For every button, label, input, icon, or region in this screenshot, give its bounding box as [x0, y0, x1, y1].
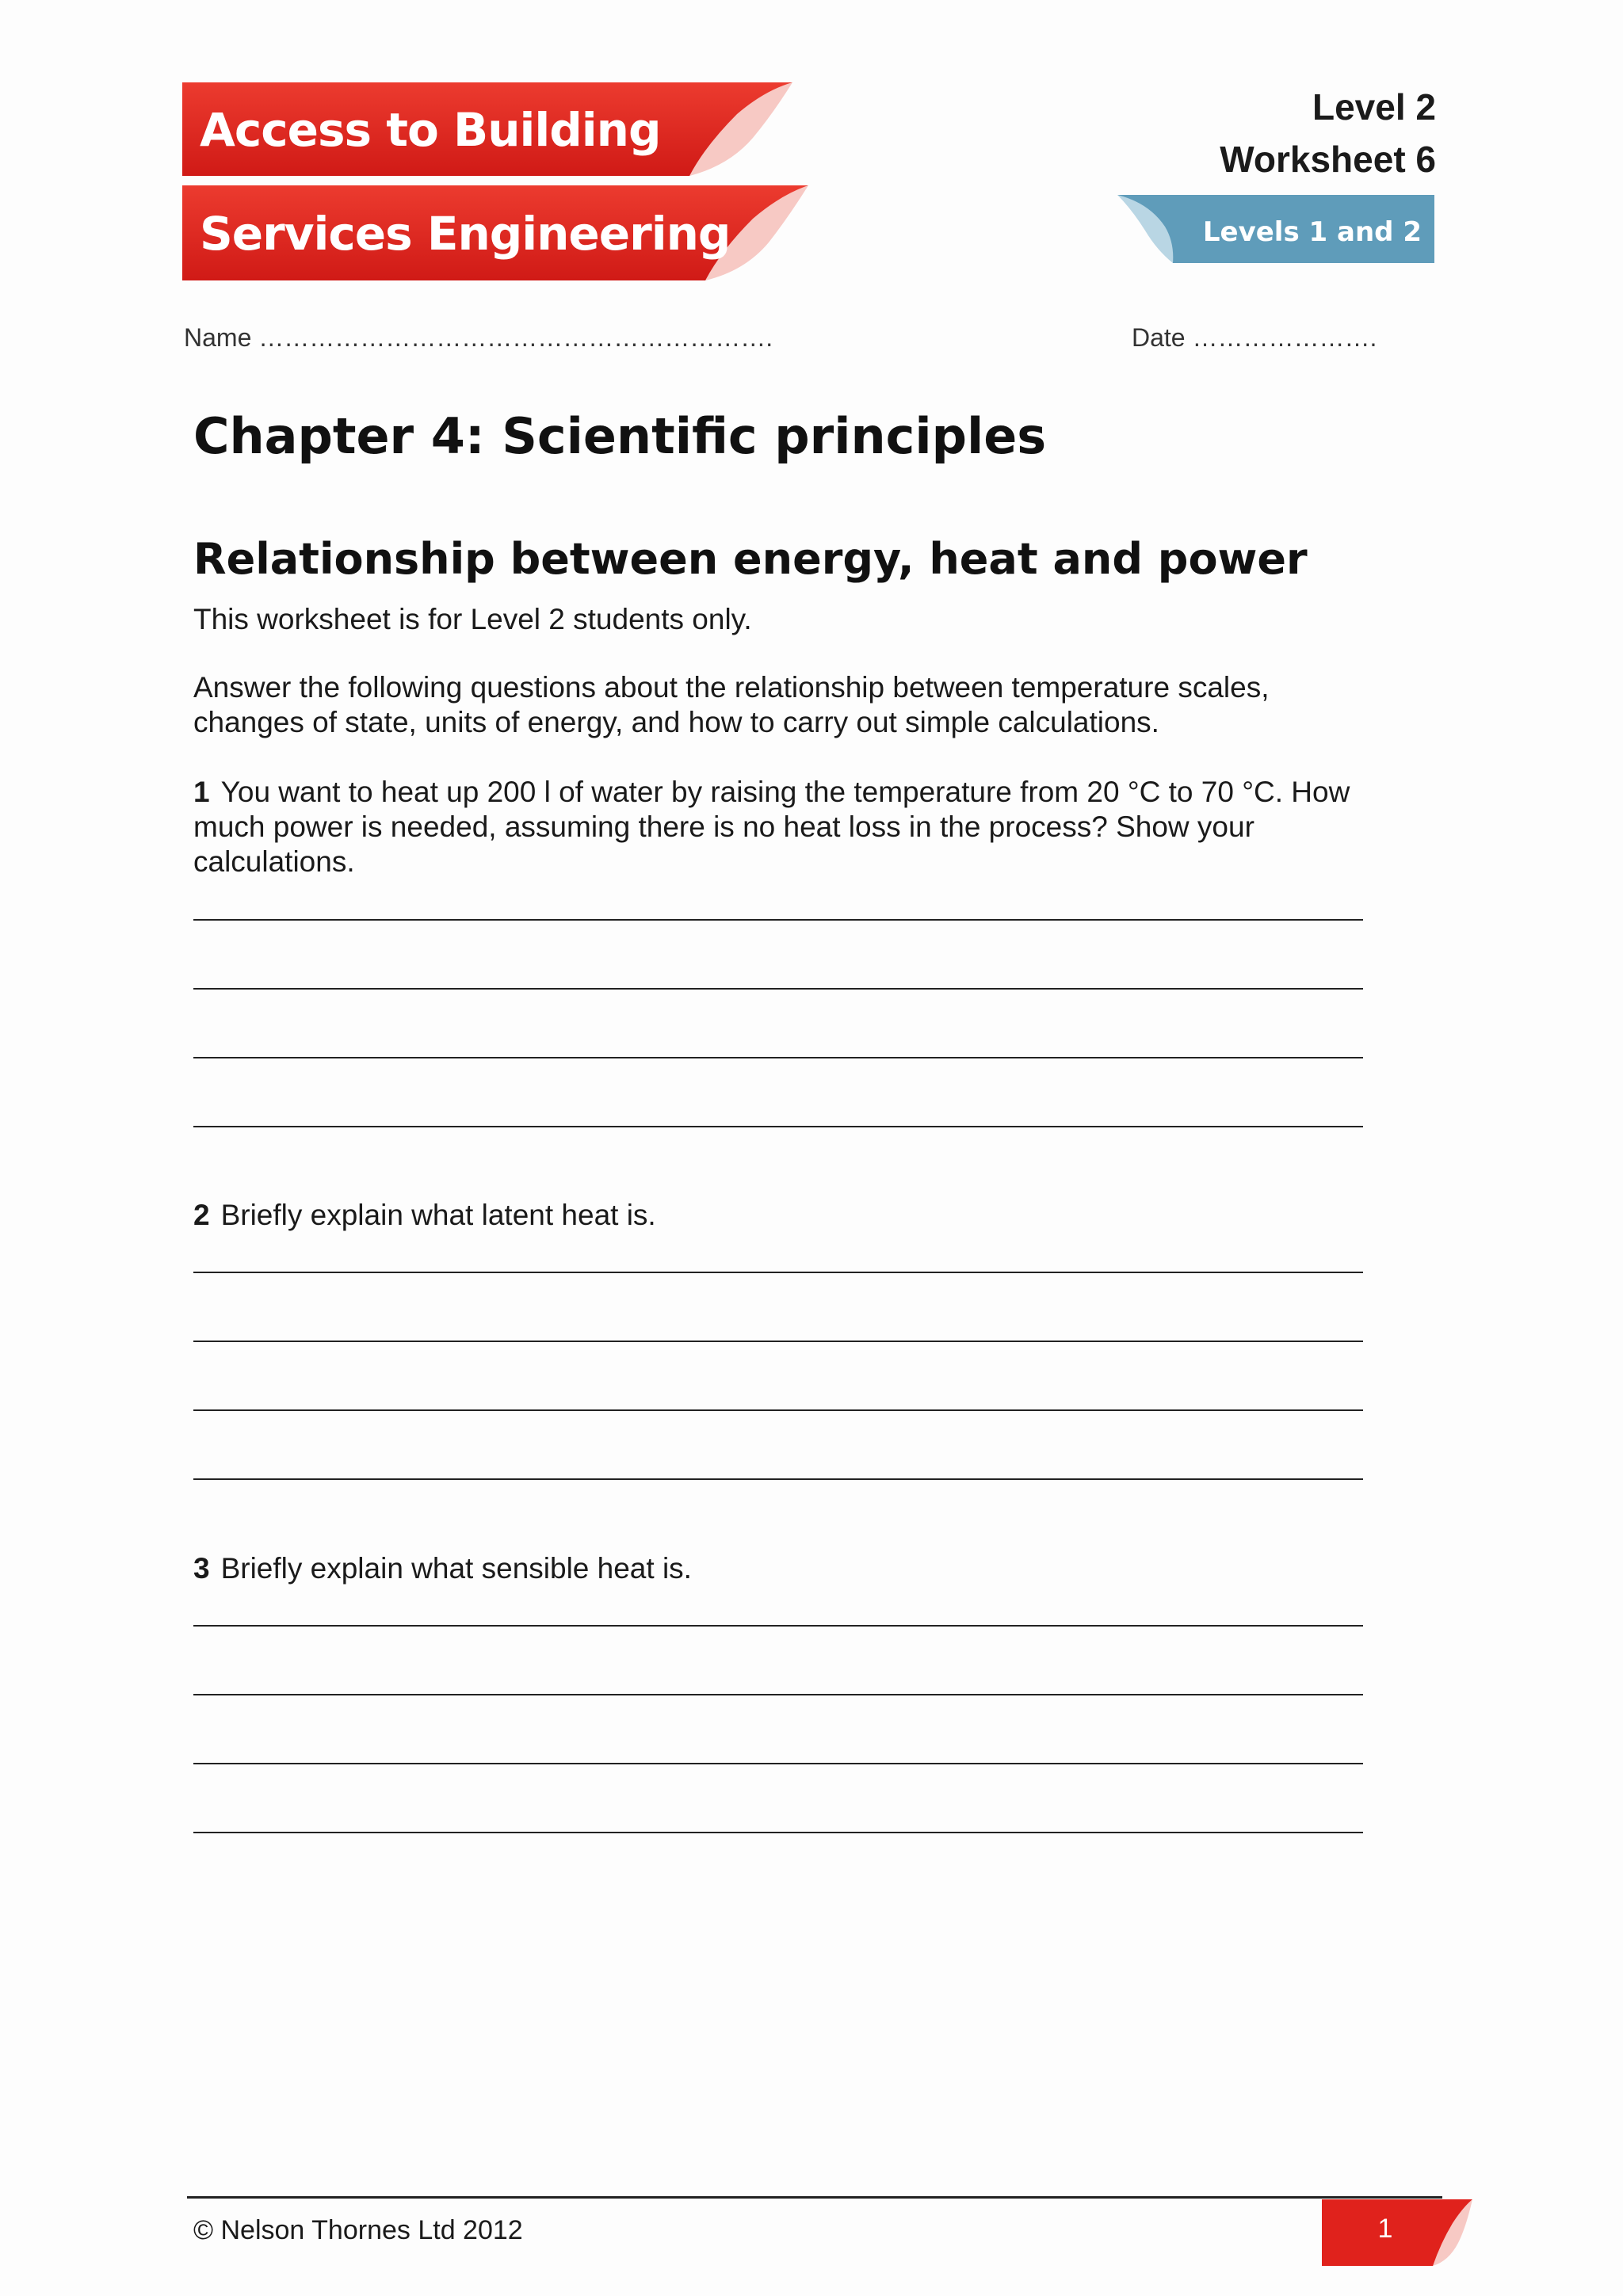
- instructions-paragraph: Answer the following questions about the relationship between temperature scales, changes of state, units of energy, and how to carry out simple calculations.: [193, 671, 1270, 738]
- banner-line1-text: Access to Building: [200, 103, 661, 157]
- question-text: Briefly explain what sensible heat is.: [220, 1552, 692, 1585]
- answer-line[interactable]: [193, 1625, 1363, 1627]
- date-field[interactable]: Date ………………….: [1132, 323, 1377, 352]
- answer-line[interactable]: [193, 1478, 1363, 1480]
- page-number: 1: [1377, 2213, 1393, 2244]
- logo-banner-line2: [182, 185, 816, 282]
- levels-badge-text: Levels 1 and 2: [1202, 216, 1422, 248]
- question-2: [193, 1198, 1366, 1233]
- answer-line[interactable]: [193, 1763, 1363, 1764]
- chapter-title: Chapter 4: Scientific principles: [193, 407, 1047, 465]
- question-text: You want to heat up 200 l of water by raising the temperature from 20 °C to 70 °C. How much power is needed, assuming there is no heat loss in the process? Show your calculations.: [193, 776, 1350, 878]
- answer-line[interactable]: [193, 1126, 1363, 1127]
- banner-line2-text: Services Engineering: [200, 207, 731, 261]
- level-label: Level 2: [1312, 86, 1436, 128]
- logo-banner-line1: [182, 82, 800, 177]
- answer-line[interactable]: [193, 1272, 1363, 1273]
- question-1: [193, 775, 1366, 879]
- footer-divider: [187, 2196, 1442, 2199]
- answer-line[interactable]: [193, 1409, 1363, 1411]
- question-3: [193, 1551, 1366, 1586]
- name-field[interactable]: Name …………………………………………………….: [184, 323, 773, 352]
- answer-line[interactable]: [193, 1057, 1363, 1058]
- section-title: Relationship between energy, heat and power: [193, 534, 1308, 584]
- levels-badge: [1117, 195, 1434, 269]
- copyright-text: © Nelson Thornes Ltd 2012: [193, 2215, 523, 2245]
- answer-line[interactable]: [193, 1694, 1363, 1695]
- page-number-tab: [1322, 2199, 1476, 2271]
- answer-line[interactable]: [193, 988, 1363, 990]
- intro-paragraph: This worksheet is for Level 2 students only.: [193, 603, 752, 635]
- answer-line[interactable]: [193, 1832, 1363, 1833]
- question-text: Briefly explain what latent heat is.: [220, 1199, 656, 1231]
- worksheet-label: Worksheet 6: [1220, 139, 1436, 180]
- question-number: 1: [193, 776, 210, 808]
- question-number: 2: [193, 1199, 210, 1231]
- answer-line[interactable]: [193, 1341, 1363, 1342]
- answer-line[interactable]: [193, 919, 1363, 921]
- question-number: 3: [193, 1552, 210, 1585]
